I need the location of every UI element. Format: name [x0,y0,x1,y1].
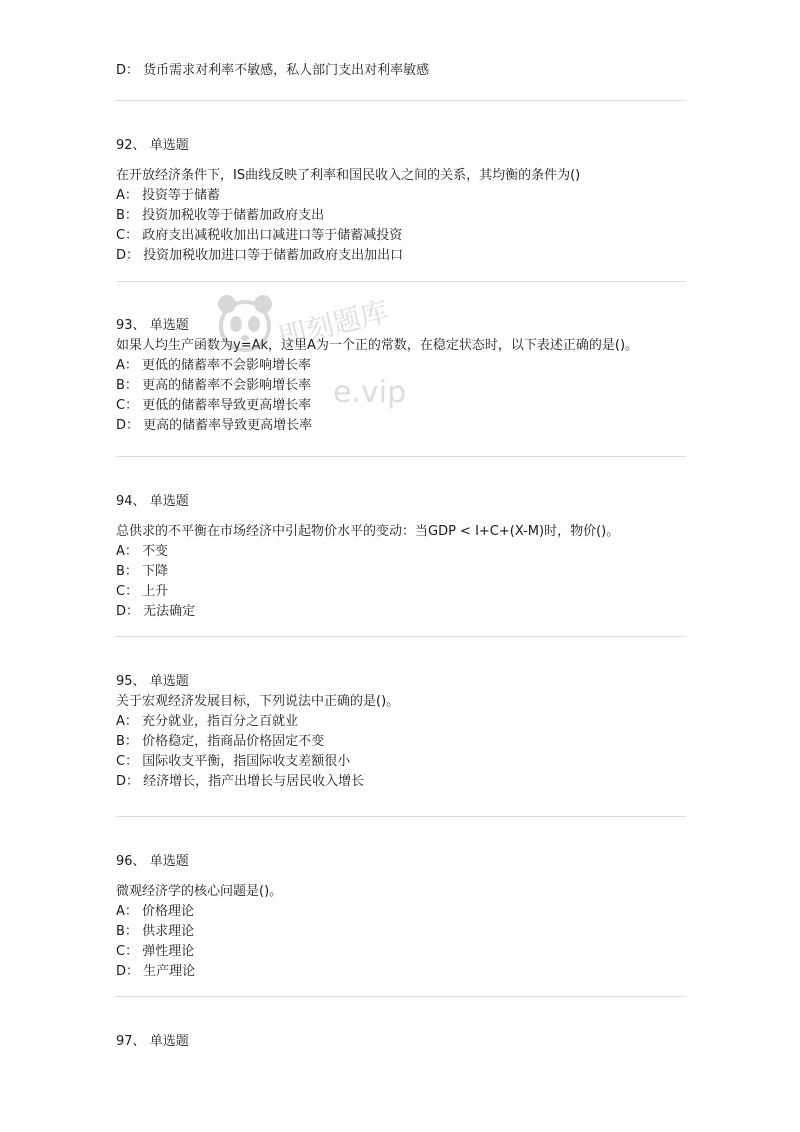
option-b [116,206,686,226]
option-label: A： [116,188,138,203]
option-label: B： [116,208,138,223]
question-type: 单选题 [149,318,189,333]
option-text: 投资等于储蓄 [142,188,221,203]
option-label: B： [116,734,138,749]
option-text: 货币需求对利率不敏感，私人部门支出对利率敏感 [143,63,430,78]
watermark-title: 即刻题库 [275,294,392,355]
question-stem: 关于宏观经济发展目标，下列说法中正确的是()。 [116,694,400,709]
option-text: 价格稳定，指商品价格固定不变 [142,734,325,749]
option-text: 更低的储蓄率不会影响增长率 [142,358,312,373]
option-b [116,922,686,942]
divider [116,456,686,457]
option-text: 无法确定 [143,604,196,619]
question-93 [116,316,686,436]
option-label: A： [116,358,138,373]
divider [116,100,686,101]
option-b [116,562,686,582]
question-header [116,316,686,336]
option-d [116,61,686,81]
option-d [116,602,686,622]
option-c [116,942,686,962]
question-number: 95、 [116,674,146,689]
question-number: 94、 [116,494,146,509]
question-type: 单选题 [149,1034,189,1049]
option-label: D： [116,964,140,979]
question-94 [116,492,686,622]
question-number: 96、 [116,854,146,869]
option-label: C： [116,228,139,243]
option-text: 经济增长，指产出增长与居民收入增长 [143,774,365,789]
question-95 [116,672,686,792]
question-header [116,852,686,872]
question-stem: 在开放经济条件下，IS曲线反映了利率和国民收入之间的关系，其均衡的条件为() [116,168,581,183]
option-a [116,356,686,376]
option-c [116,752,686,772]
option-text: 上升 [142,584,169,599]
option-b [116,732,686,752]
option-label: B： [116,378,138,393]
question-header [116,136,686,156]
option-text: 弹性理论 [142,944,195,959]
question-stem: 如果人均生产函数为y=Ak，这里A为一个正的常数，在稳定状态时，以下表述正确的是()。 [116,338,639,353]
option-a [116,186,686,206]
question-number: 93、 [116,318,146,333]
option-label: D： [116,63,140,78]
option-label: C： [116,398,139,413]
option-text: 投资加税收加进口等于储蓄加政府支出加出口 [143,248,404,263]
option-label: D： [116,418,140,433]
option-a [116,902,686,922]
question-type: 单选题 [149,138,189,153]
option-text: 投资加税收等于储蓄加政府支出 [142,208,325,223]
question-type: 单选题 [149,674,189,689]
question-91-tail [116,61,686,81]
question-type: 单选题 [149,854,189,869]
option-a [116,712,686,732]
option-label: C： [116,944,139,959]
divider [116,636,686,637]
option-label: A： [116,544,138,559]
question-header [116,492,686,512]
divider [116,996,686,997]
question-header [116,672,686,692]
option-label: C： [116,754,139,769]
option-label: D： [116,774,140,789]
option-text: 更高的储蓄率不会影响增长率 [142,378,312,393]
option-d [116,246,686,266]
question-97 [116,1032,686,1052]
option-label: B： [116,924,138,939]
question-stem: 总供求的不平衡在市场经济中引起物价水平的变动：当GDP < I+C+(X-M)时，物价()。 [116,524,620,539]
option-c [116,396,686,416]
option-c [116,226,686,246]
option-d [116,772,686,792]
divider [116,816,686,817]
question-number: 97、 [116,1034,146,1049]
option-label: A： [116,904,138,919]
option-label: A： [116,714,138,729]
option-text: 更高的储蓄率导致更高增长率 [143,418,313,433]
question-header [116,1032,686,1052]
option-d [116,416,686,436]
option-text: 充分就业，指百分之百就业 [142,714,299,729]
question-92 [116,136,686,266]
option-text: 不变 [142,544,169,559]
option-label: B： [116,564,138,579]
option-label: D： [116,248,140,263]
option-a [116,542,686,562]
option-b [116,376,686,396]
option-text: 供求理论 [142,924,195,939]
option-c [116,582,686,602]
question-stem: 微观经济学的核心问题是()。 [116,884,283,899]
option-text: 政府支出减税收加出口减进口等于储蓄减投资 [142,228,403,243]
option-text: 国际收支平衡，指国际收支差额很小 [142,754,351,769]
option-text: 更低的储蓄率导致更高增长率 [142,398,312,413]
question-type: 单选题 [149,494,189,509]
watermark-domain: e.vip [333,375,407,410]
option-text: 价格理论 [142,904,195,919]
option-text: 下降 [142,564,169,579]
question-96 [116,852,686,982]
divider [116,281,686,282]
question-number: 92、 [116,138,146,153]
option-label: D： [116,604,140,619]
option-d [116,962,686,982]
option-text: 生产理论 [143,964,196,979]
option-label: C： [116,584,139,599]
